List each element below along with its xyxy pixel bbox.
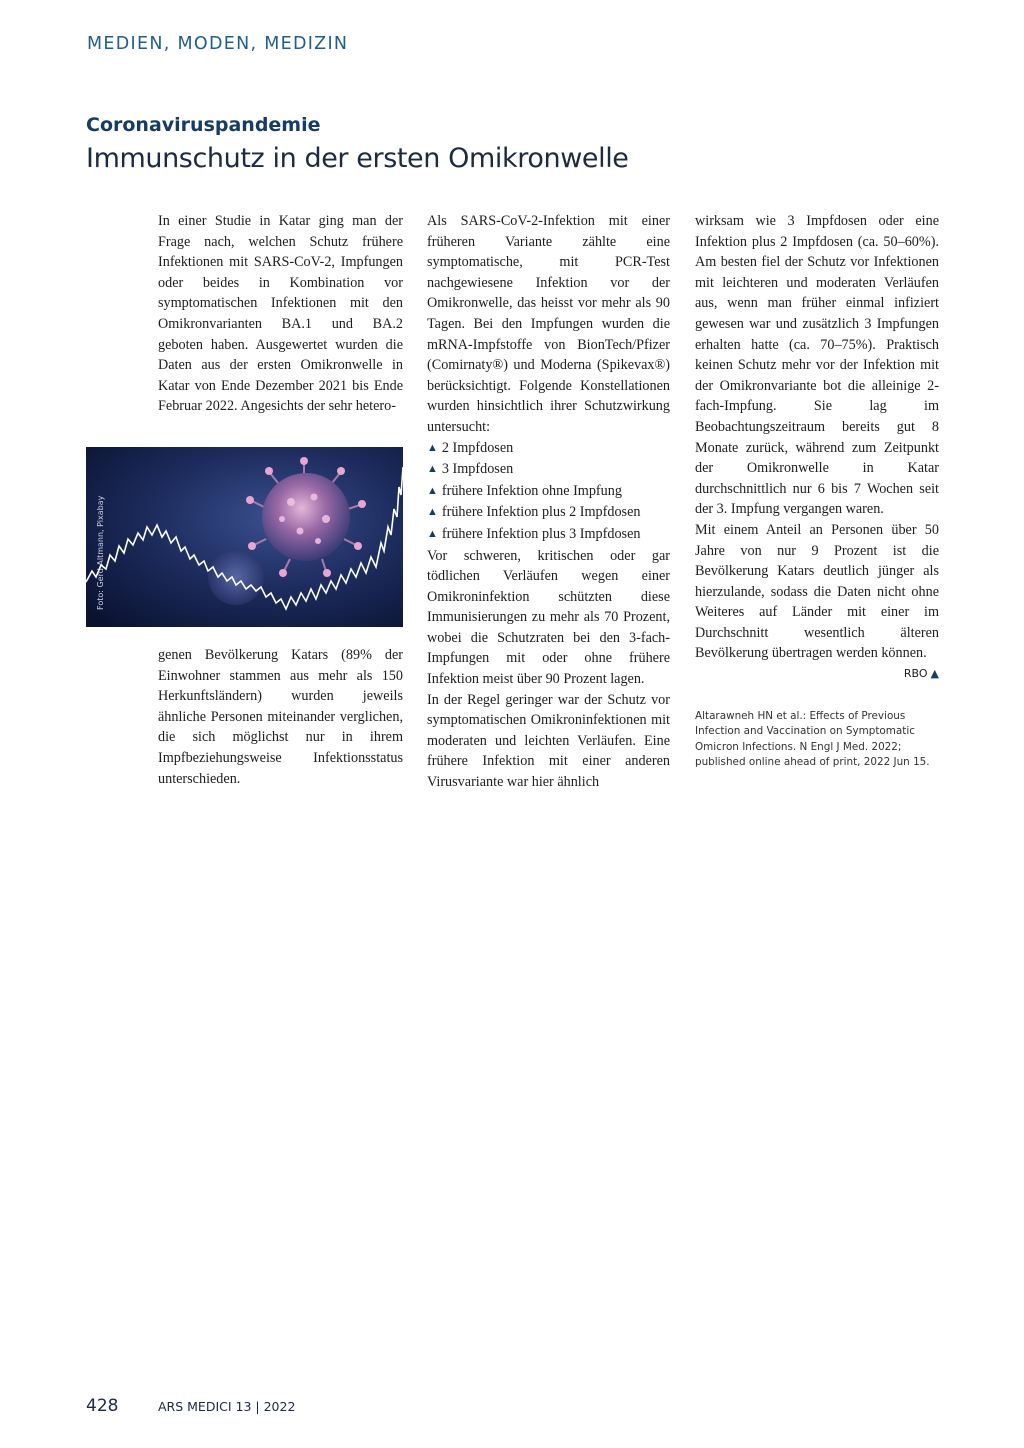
reference: Altarawneh HN et al.: Effects of Previous Infection and Vaccination on Symptomatic Omicron Infections. N Engl J Med. 2022; published online ahead of print, 2022 Jun 15.: [695, 710, 930, 768]
bullet-list: [427, 438, 670, 546]
author-tag: RBO ▲: [903, 667, 939, 681]
photo-credit-text: Foto: Gerd Altmann, Pixabay: [96, 495, 105, 610]
paragraph: In der Regel geringer war der Schutz vor symptomatischen Omikroninfektionen mit moderaten und leichten Verläufen. Eine frühere Infektion mit einer anderen Virusvariante war hier ähnlich: [427, 691, 670, 791]
triangle-icon: ▲: [427, 506, 438, 519]
paragraph: In einer Studie in Katar ging man der Frage nach, welchen Schutz frühere Infektionen mit SARS-CoV-2, Impfungen oder beides in Kombination vor symptomatischen Infektionen mit den Omikronvarianten BA.1 und BA.2 geboten haben. Ausgewertet wurden die Daten aus der ersten Omikronwelle in Katar von Ende Dezember 2021 bis Ende Februar 2022. Angesichts der sehr hetero-: [158, 213, 403, 415]
triangle-icon: ▲: [930, 667, 939, 681]
list-item: ▲ 2 Impfdosen: [427, 439, 514, 456]
paragraph: Vor schweren, kritischen oder gar tödlichen Verläufen wegen einer Omikroninfektion schützten diese Immunisierungen zu mehr als 70 Prozent, wobei die Schutzraten bei den 3-fach-Impfungen mit oder ohne frühere Infektion meist über 90 Prozent lagen.: [427, 547, 670, 688]
journal-issue: ARS MEDICI 13 | 2022: [158, 1399, 296, 1414]
page-number: 428: [86, 1396, 119, 1416]
triangle-icon: ▲: [427, 463, 438, 476]
triangle-icon: ▲: [427, 441, 438, 454]
photo-credit: [86, 495, 105, 610]
coronavirus-photo: [86, 447, 403, 627]
section-label: MEDIEN, MODEN, MEDIZIN: [87, 34, 349, 54]
list-item: ▲ 3 Impfdosen: [427, 461, 514, 478]
list-item: ▲ frühere Infektion ohne Impfung: [427, 482, 622, 499]
list-item: ▲ frühere Infektion plus 3 Impfdosen: [427, 525, 641, 542]
article-title: Immunschutz in der ersten Omikronwelle: [86, 143, 629, 174]
paragraph-text: Mit einem Anteil an Personen über 50 Jahre von nur 9 Prozent ist die Bevölkerung Katars deutlich jünger als hierzulande, sodass die Daten nicht ohne Weiteres auf Länder mit einer im Durchschnitt wesentlich älteren Bevölkerung übertragen werden können.: [695, 521, 939, 662]
list-item: ▲ frühere Infektion plus 2 Impfdosen: [427, 504, 641, 521]
paragraph: Als SARS-CoV-2-Infektion mit einer früheren Variante zählte eine symptomatische, mit PCR-Test nachgewiesene Infektion vor der Omikronwelle, das heisst vor mehr als 90 Tagen. Bei den Impfungen wurden die mRNA-Impfstoffe von BionTech/Pfizer (Comirnaty®) und Moderna (Spikevax®) berücksichtigt. Folgende Konstellationen wurden hinsichtlich ihrer Schutzwirkung untersucht:: [427, 213, 670, 435]
article-column-1-top: [158, 211, 403, 417]
paragraph: genen Bevölkerung Katars (89% der Einwohner stammen aus mehr als 150 Herkunftsländern) wurden jeweils ähnliche Personen miteinander verglichen, die sich möglichst nur in ihrem Impfbeziehungsweise Infektionsstatus unterschieden.: [158, 647, 403, 787]
article-column-2: [427, 211, 670, 793]
paragraph: wirksam wie 3 Impfdosen oder eine Infektion plus 2 Impfdosen (ca. 50–60%). Am besten fiel der Schutz vor Infektionen mit leichteren und moderaten Verläufen aus, wenn man früher einmal infiziert gewesen war und zusätzlich 3 Impfungen erhalten hatte (ca. 70–75%). Praktisch keinen Schutz mehr vor der Infektion mit der Omikronvariante bot die alleinige 2-fach-Impfung. Sie lag im Beobachtungszeitraum bereits gut 8 Monate zurück, während zum Zeitpunkt der Omikronwelle in Katar durchschnittlich nur 6 bis 7 Wochen seit der 3. Impfung vergangen waren.: [695, 213, 939, 518]
article-column-3: [695, 211, 939, 685]
triangle-icon: ▲: [427, 484, 438, 497]
triangle-icon: ▲: [427, 527, 438, 540]
article-kicker: Coronaviruspandemie: [86, 114, 321, 136]
paragraph: [695, 520, 939, 681]
article-column-1-bottom: [158, 645, 403, 789]
